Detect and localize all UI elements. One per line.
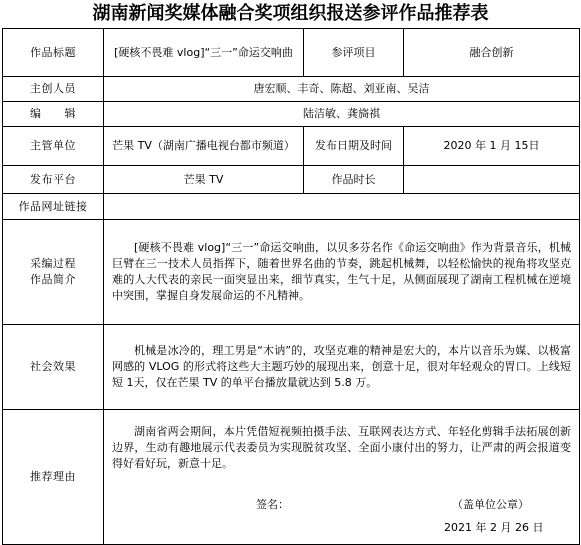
unit-value: 芒果 TV（湖南广播电视台都市频道） bbox=[104, 127, 304, 166]
work-title-value: [硬核不畏难 vlog]“三一”命运交响曲 bbox=[104, 29, 304, 77]
row-reason bbox=[3, 410, 580, 545]
form-title: 湖南新闻奖媒体融合奖项组织报送参评作品推荐表 bbox=[92, 3, 489, 24]
summary-label-line-2: 作品简介 bbox=[30, 273, 76, 286]
category-label: 参评项目 bbox=[304, 29, 404, 77]
editors-label: 编 辑 bbox=[3, 102, 104, 127]
row-unit-date bbox=[3, 127, 580, 166]
platform-value: 芒果 TV bbox=[104, 166, 304, 194]
summary-text: [硬核不畏难 vlog]“三一”命运交响曲，以贝多芬名作《命运交响曲》作为背景音乐，机械巨臂在三一技术人员指挥下，随着世界名曲的节奏，跳起机械舞，以轻松愉快的视角将攻坚克难的人大代表的亲民一面突显出来，细节真实，生气十足，从侧面展现了湖南工程机械在逆境中突围，掌握自身发展命运的不凡精神。 bbox=[104, 220, 580, 325]
seal-label: （盖单位公章） bbox=[452, 498, 529, 511]
recommendation-form bbox=[2, 28, 580, 545]
row-effect bbox=[3, 325, 580, 410]
platform-label: 发布平台 bbox=[3, 166, 104, 194]
row-summary bbox=[3, 220, 580, 325]
duration-label: 作品时长 bbox=[304, 166, 404, 194]
reason-cell bbox=[104, 410, 580, 545]
summary-label-line-1: 采编过程 bbox=[30, 257, 76, 270]
reason-text: 湖南省两会期间，本片凭借短视频拍摄手法、互联网表达方式、年轻化剪辑手法拓展创新边界，生动有趣地展示代表委员为实现脱贫攻坚、全面小康付出的努力，让严肃的两会报道变得好看好玩，新意十足。 bbox=[112, 425, 572, 470]
row-platform bbox=[3, 166, 580, 194]
effect-label: 社会效果 bbox=[3, 325, 104, 410]
category-value: 融合创新 bbox=[404, 29, 580, 77]
row-editors bbox=[3, 102, 580, 127]
row-creators bbox=[3, 77, 580, 102]
reason-label: 推荐理由 bbox=[3, 410, 104, 545]
work-title-label: 作品标题 bbox=[3, 29, 104, 77]
date-label: 发布日期及时间 bbox=[304, 127, 404, 166]
creators-label: 主创人员 bbox=[3, 77, 104, 102]
duration-value bbox=[404, 166, 580, 194]
editors-value: 陆洁敏、龚旖祺 bbox=[104, 102, 580, 127]
row-work-title bbox=[3, 29, 580, 77]
row-url bbox=[3, 194, 580, 220]
sign-date: 2021 年 2 月 26 日 bbox=[444, 521, 544, 534]
signature-label: 签名： bbox=[256, 498, 289, 511]
effect-text: 机械是冰冷的，理工男是“木讷”的，攻坚克难的精神是宏大的，本片以音乐为媒、以极富网感的 VLOG 的形式将这些大主题巧妙的展现出来，创意十足，很对年轻观众的胃口。上线短短 1天，仅在芒果 TV 的单平台播放量就达到 5.8 万。 bbox=[104, 325, 580, 410]
unit-label: 主管单位 bbox=[3, 127, 104, 166]
summary-label bbox=[3, 220, 104, 325]
url-label: 作品网址链接 bbox=[3, 194, 104, 220]
creators-value: 唐宏顺、丰奇、陈超、刘亚南、吴洁 bbox=[104, 77, 580, 102]
url-value bbox=[104, 194, 580, 220]
date-value: 2020 年 1 月 15日 bbox=[404, 127, 580, 166]
